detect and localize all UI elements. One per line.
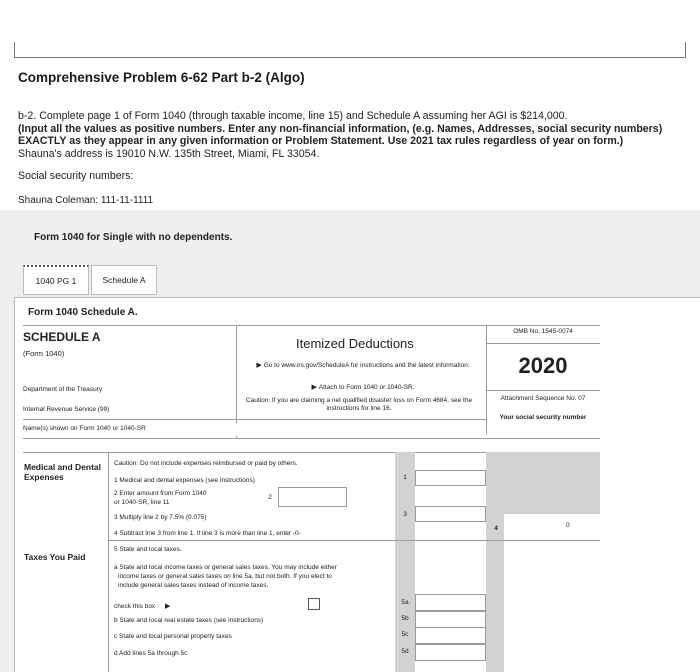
medical-category: Medical and Dental Expenses (24, 462, 101, 482)
line5b-label: b State and local real estate taxes (see instructions) (114, 617, 264, 624)
outer-number-column (486, 452, 504, 672)
medical-bottom-rule (108, 540, 600, 541)
arrow-icon: ▶ (311, 384, 319, 391)
form-ref: (Form 1040) (23, 349, 65, 358)
arrow-icon: ▶ (256, 362, 264, 369)
line4-input[interactable] (504, 516, 600, 538)
schedule-title: SCHEDULE A (23, 330, 101, 344)
header-bottom-rule (23, 438, 600, 439)
line2-label-b: or 1040-SR, line 11 (114, 499, 170, 506)
address-text: Shauna's address is 19010 N.W. 135th Street, Miami, FL 33054. (18, 147, 320, 160)
name-rule (23, 419, 486, 420)
goto-label: Go to www.irs.gov/ScheduleA for instructions and the latest information. (263, 362, 470, 369)
line1-number: 1 (403, 474, 407, 481)
your-ssn-label: Your social security number (499, 414, 587, 421)
caution-text: Caution: If you are claiming a net qualified disaster loss on Form 4684, see the instructions for line 16. (245, 397, 473, 412)
line5c-input[interactable] (415, 627, 486, 644)
line5c-number: 5c (401, 631, 409, 638)
taxes-category: Taxes You Paid (24, 552, 86, 562)
outer-shaded-top (504, 452, 600, 514)
dept-treasury: Department of the Treasury (23, 386, 103, 393)
line5b-input[interactable] (415, 611, 486, 628)
omb-rule (486, 343, 600, 344)
tab-schedule-a[interactable]: Schedule A (91, 265, 157, 295)
instruction-bold-2: EXACTLY as they appear in any given information or Problem Statement. Use 2021 tax rules regardless of year on form.) (18, 135, 624, 147)
line3-label: 3 Multiply line 2 by 7.5% (0.075) (114, 514, 207, 521)
ssn-line: Shauna Coleman: 111-11-1111 (18, 195, 154, 206)
line2-label-a: 2 Enter amount from Form 1040 (114, 490, 207, 497)
line5-label: 5 State and local taxes. (114, 546, 182, 553)
line2-input[interactable] (278, 487, 347, 507)
line5d-input[interactable] (415, 644, 486, 661)
itemized-title: Itemized Deductions (296, 336, 414, 351)
line5b-number: 5b (401, 615, 409, 622)
line5a-label-1: a State and local income taxes or general sales taxes. You may include either (114, 564, 337, 571)
omb-number: OMB No. 1545-0074 (513, 328, 573, 335)
form-year: 2020 (518, 353, 568, 378)
goto-text (248, 362, 478, 370)
inner-number-column (395, 452, 415, 672)
line5a-number: 5a (401, 599, 409, 606)
line5c-label: c State and local personal property taxes (114, 633, 232, 640)
line5a-label-2: income taxes or general sales taxes on line 5a, but not both. If you elect to (118, 573, 332, 580)
line5d-number: 5d (401, 648, 409, 655)
line5d-label: d Add lines 5a through 5c (114, 650, 188, 657)
line1-label: 1 Medical and dental expenses (see instructions) (114, 477, 255, 484)
arrow-icon: ▶ (165, 603, 171, 610)
instructions (18, 110, 688, 160)
check-label (114, 602, 170, 610)
names-input[interactable] (170, 423, 484, 436)
line5a-label-3: include general sales taxes instead of income taxes, (118, 582, 269, 589)
ssn-field[interactable] (486, 434, 600, 438)
sales-tax-checkbox[interactable] (308, 598, 320, 610)
attachment-sequence: Attachment Sequence No. 07 (500, 395, 586, 402)
medical-caution: Caution: Do not include expenses reimbursed or paid by others. (114, 460, 298, 467)
attach-text (248, 383, 478, 391)
line4-label: 4 Subtract line 3 from line 1. If line 3 is more than line 1, enter -0- (114, 530, 301, 537)
line2-number: 2 (268, 494, 272, 501)
check-text: check this box (114, 603, 156, 610)
irs-label: Internal Revenue Service (99) (23, 406, 110, 413)
top-frame (14, 42, 686, 58)
line3-number: 3 (403, 511, 407, 518)
line5a-input[interactable] (415, 594, 486, 611)
page-title: Comprehensive Problem 6-62 Part b-2 (Algo) (18, 70, 305, 85)
header-top-rule (23, 325, 600, 326)
instruction-plain: b-2. Complete page 1 of Form 1040 (through taxable income, line 15) and Schedule A assuming her AGI is $214,000. (18, 110, 568, 122)
section-label: Form 1040 for Single with no dependents. (34, 232, 233, 243)
ssn-heading: Social security numbers: (18, 170, 134, 182)
line1-input[interactable] (415, 470, 486, 486)
instruction-bold-1: (Input all the values as positive numbers. Enter any non-financial information, (e.g. Names, Addresses, social security numbers) (18, 122, 663, 135)
year-rule (486, 390, 600, 391)
line4-value: 0 (566, 522, 570, 529)
attach-label: Attach to Form 1040 or 1040-SR. (318, 384, 415, 391)
category-divider (108, 452, 109, 672)
line4-number: 4 (494, 525, 498, 532)
names-label: Name(s) shown on Form 1040 or 1040-SR (23, 425, 146, 432)
panel-label: Form 1040 Schedule A. (28, 307, 138, 318)
tab-1040-pg1[interactable]: 1040 PG 1 (23, 265, 89, 295)
line3-input[interactable] (415, 506, 486, 522)
header-divider-left (236, 325, 237, 438)
